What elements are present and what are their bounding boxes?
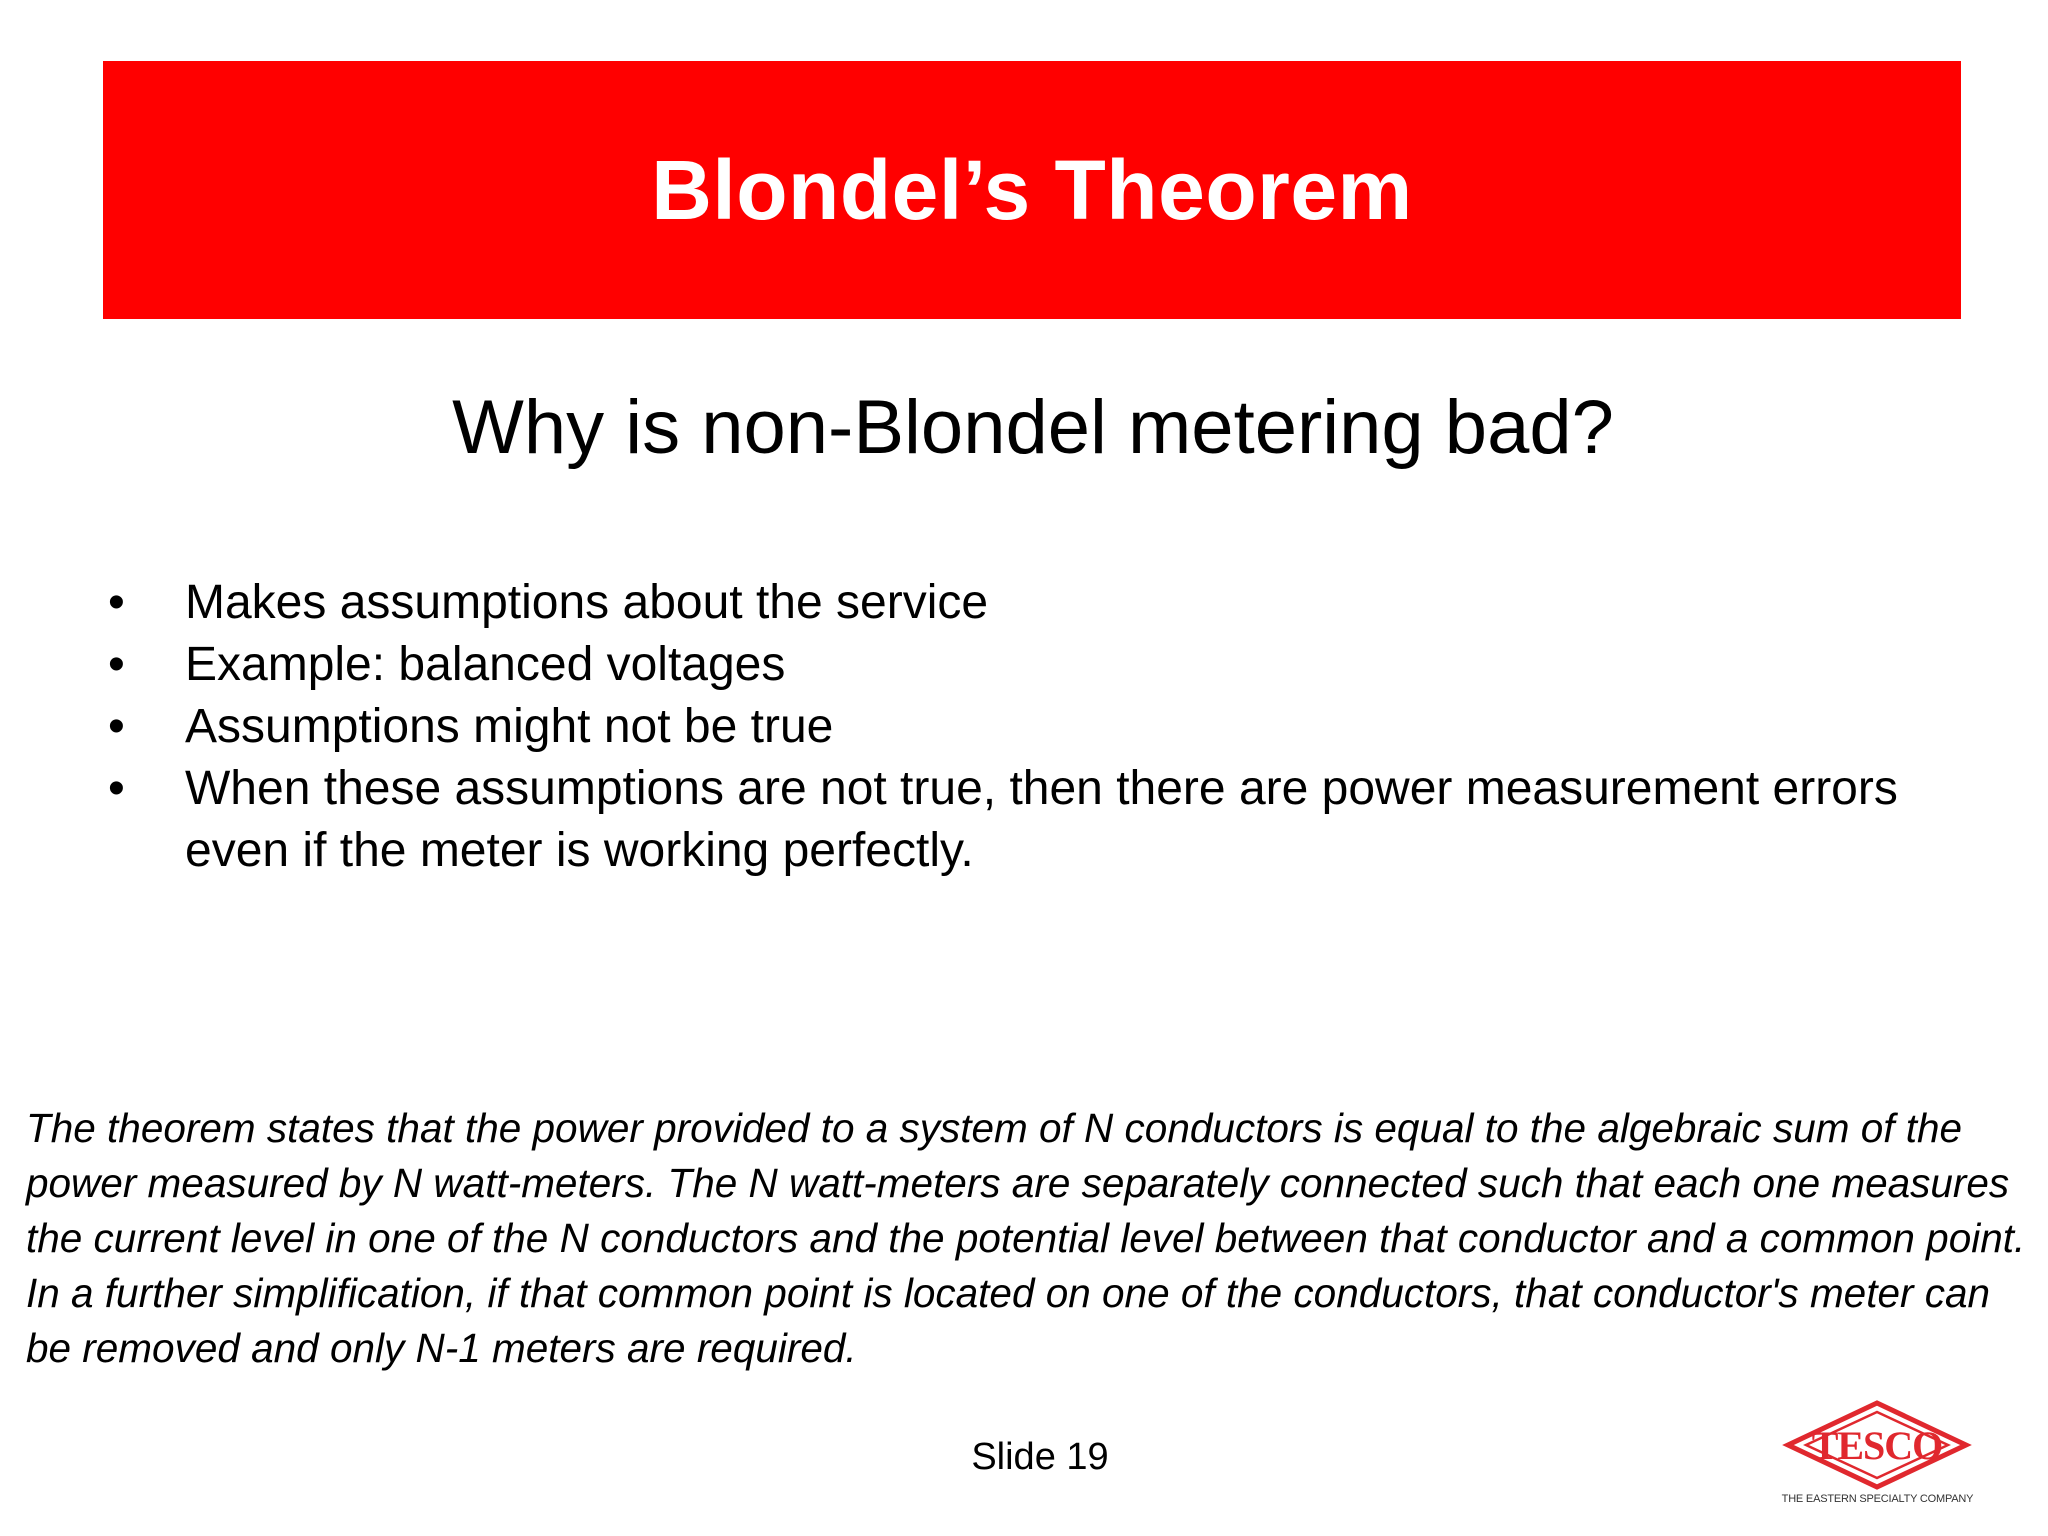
bullet-list (100, 572, 1960, 882)
bullet-item (100, 758, 1960, 882)
logo-caption: THE EASTERN SPECIALTY COMPANY (1781, 1493, 1974, 1505)
slide-number: Slide 19 (971, 1436, 1109, 1478)
bullet-dot-icon: • (108, 576, 125, 629)
bullet-text: Assumptions might not be true (185, 700, 834, 753)
bullet-dot-icon: • (108, 638, 125, 691)
bullet-item (100, 696, 1960, 758)
bullet-dot-icon: • (108, 762, 125, 815)
title-banner (103, 61, 1961, 319)
tesco-logo-icon (1770, 1395, 1985, 1495)
bullet-text: Example: balanced voltages (185, 638, 786, 691)
logo-wordmark: TESCO (1811, 1423, 1943, 1468)
tesco-logo (1770, 1395, 1985, 1515)
bullet-item (100, 634, 1960, 696)
bullet-text: Makes assumptions about the service (185, 576, 989, 629)
theorem-definition: The theorem states that the power provided to a system of N conductors is equal to the algebraic sum of the power measured by N watt-meters. The N watt-meters are separately connected such that each one measures the current level in one of the N conductors and the potential level between that conductor and a common point. In a further simplification, if that common point is located on one of the conductors, that conductor's meter can be removed and only N-1 meters are required. (26, 1105, 2026, 1371)
slide-subtitle: Why is non-Blondel metering bad? (452, 385, 1614, 470)
bullet-dot-icon: • (108, 700, 125, 753)
slide-title: Blondel’s Theorem (651, 142, 1413, 237)
bullet-item (100, 572, 1960, 634)
bullet-text: When these assumptions are not true, then there are power measurement errors even if the meter is working perfectly. (185, 762, 1898, 877)
